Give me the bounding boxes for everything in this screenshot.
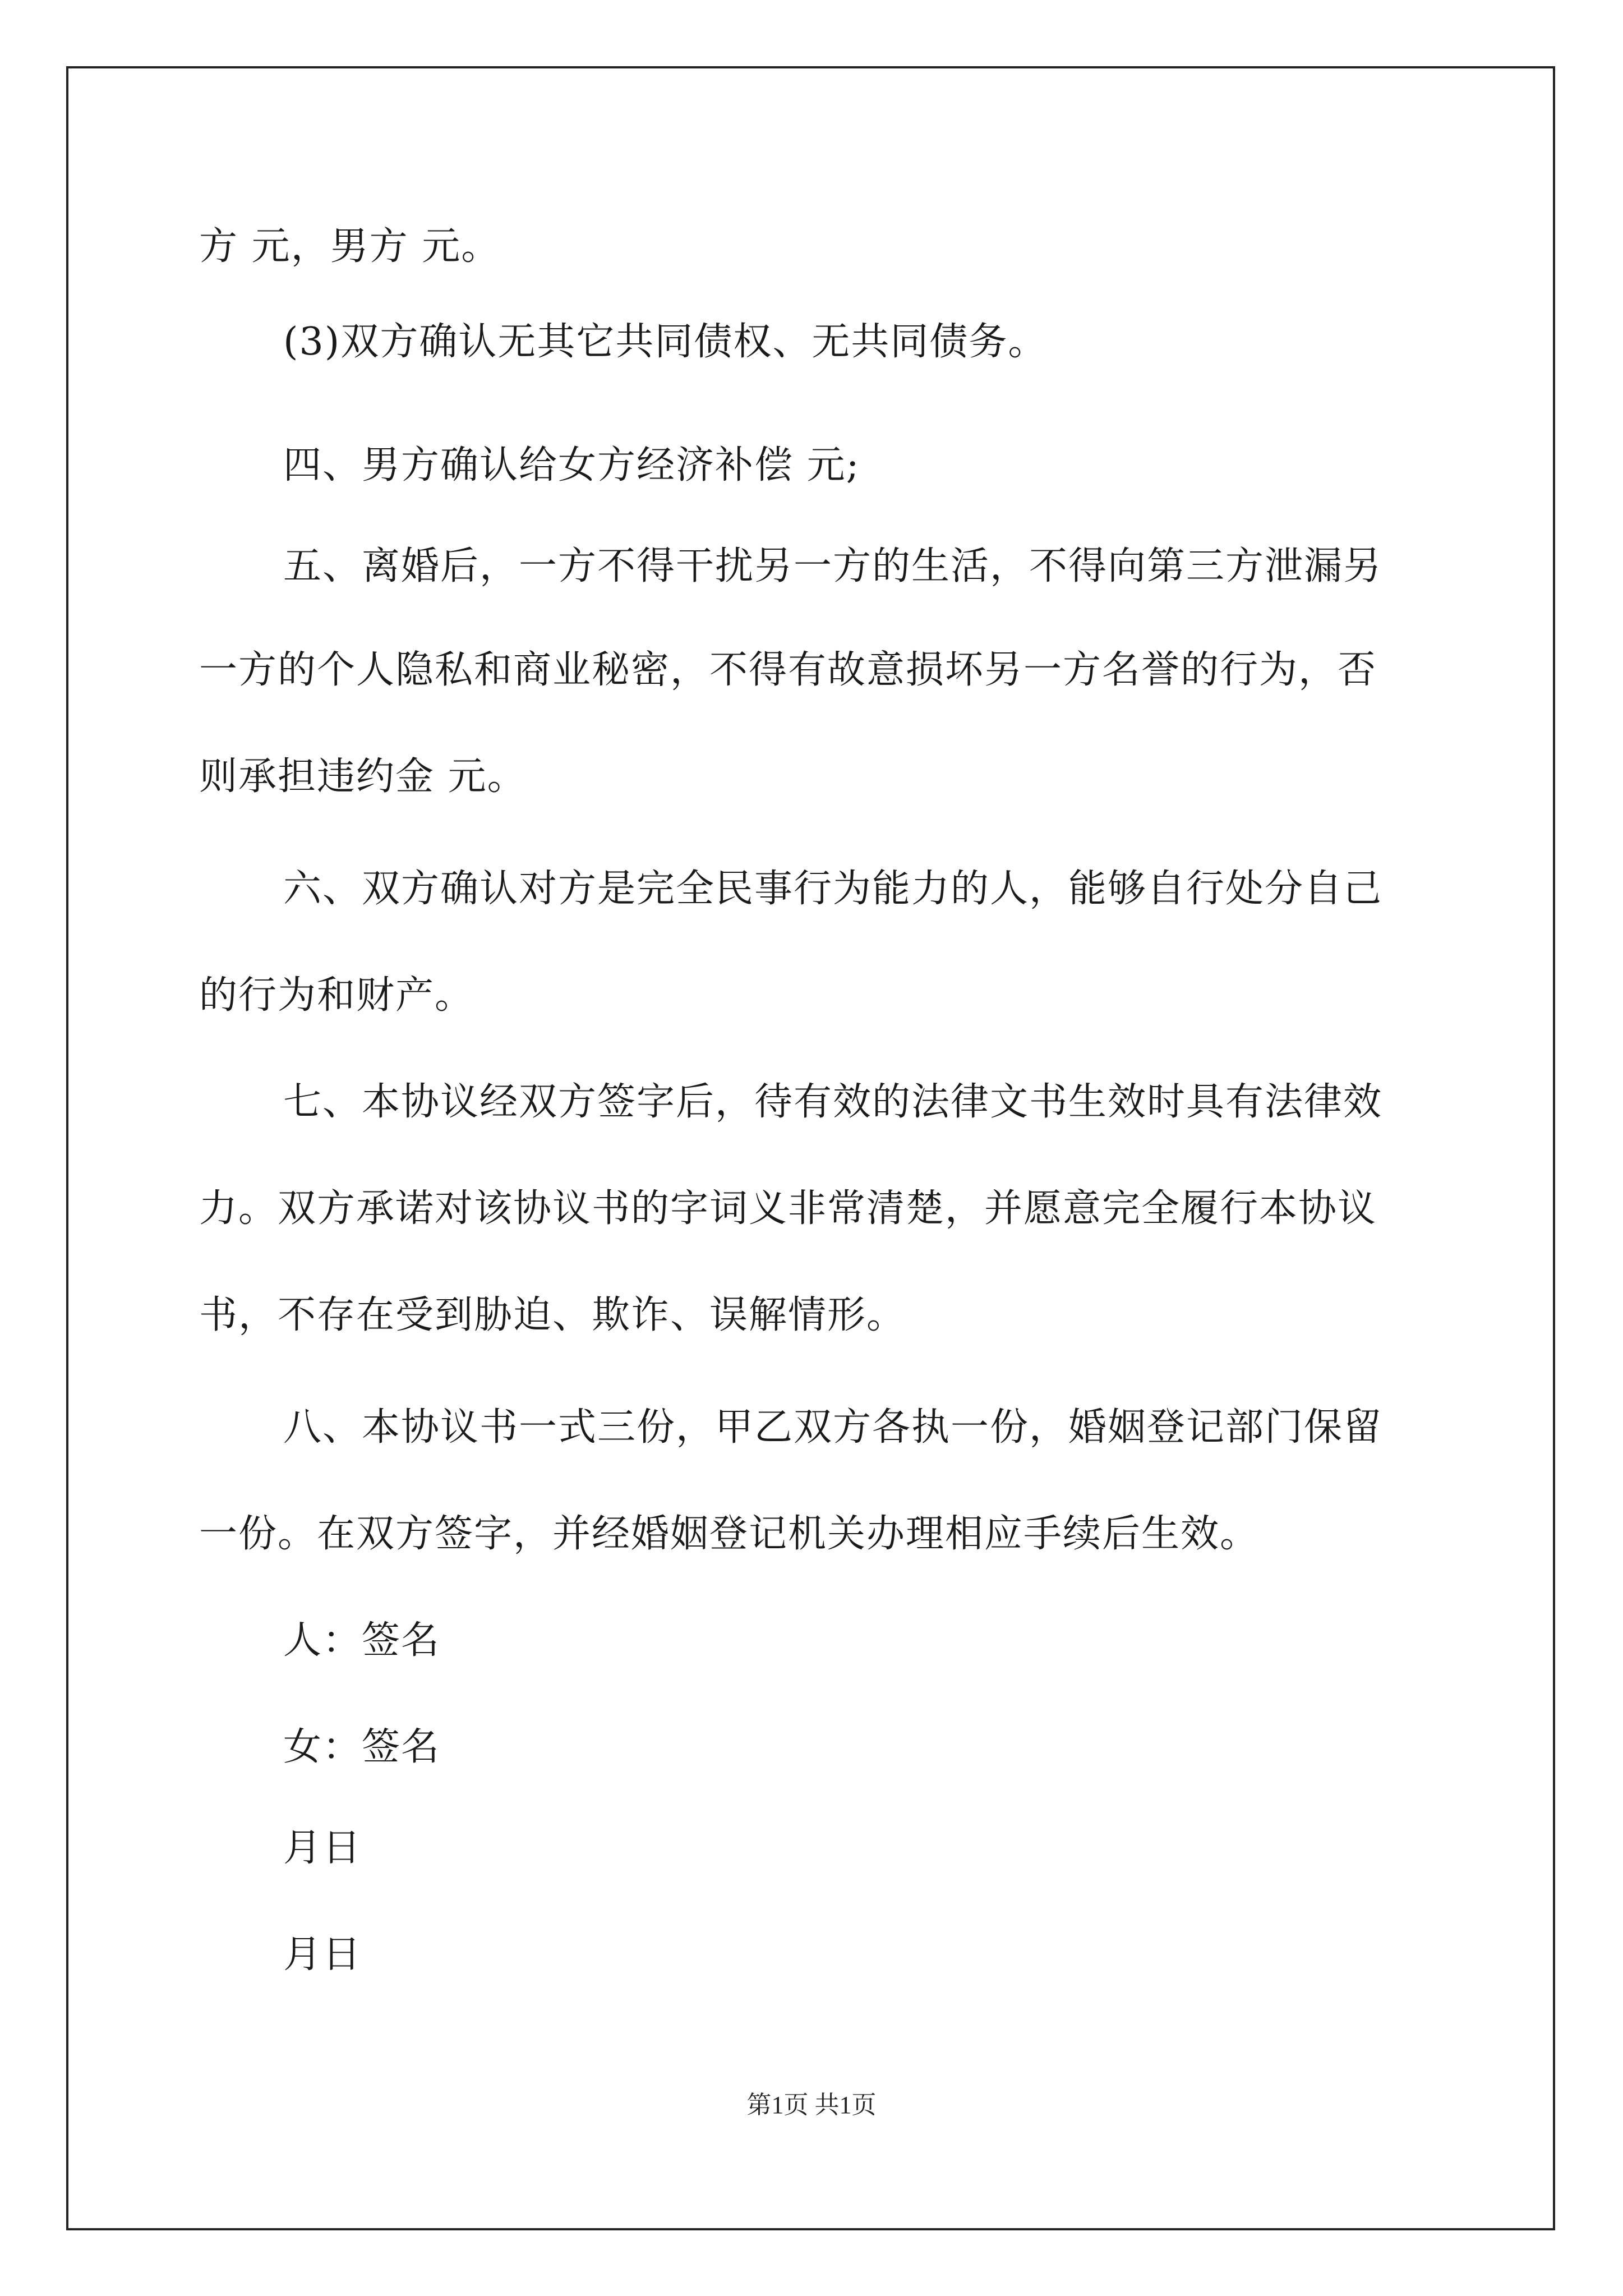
text-line: 则承担违约金 元。 <box>199 754 527 799</box>
signature-line-woman: 女：签名 <box>283 1725 441 1769</box>
text-line: 七、本协议经双方签字后，待有效的法律文书生效时具有法律效 <box>283 1080 1383 1124</box>
text-line: 五、离婚后，一方不得干扰另一方的生活，不得向第三方泄漏另 <box>283 544 1383 588</box>
text-line: 的行为和财产。 <box>199 973 474 1018</box>
text-line: 力。双方承诺对该协议书的字词义非常清楚，并愿意完全履行本协议 <box>199 1186 1377 1231</box>
text-line: 一份。在双方签字，并经婚姻登记机关办理相应手续后生效。 <box>199 1512 1260 1556</box>
text-line: 八、本协议书一式三份，甲乙双方各执一份，婚姻登记部门保留 <box>283 1405 1383 1450</box>
text-line: 方 元，男方 元。 <box>199 224 501 269</box>
text-line: 一方的个人隐私和商业秘密，不得有故意损坏另一方名誉的行为，否 <box>199 648 1377 692</box>
date-line: 月日 <box>283 1826 362 1870</box>
text-line: 四、男方确认给女方经济补偿 元; <box>283 443 860 487</box>
page-footer: 第1页 共1页 <box>746 2091 877 2119</box>
signature-line-man: 人：签名 <box>283 1618 441 1663</box>
page-border <box>66 66 1555 2230</box>
text-line: (3)双方确认无其它共同债权、无共同债务。 <box>283 320 1048 364</box>
text-line: 书，不存在受到胁迫、欺诈、误解情形。 <box>199 1293 906 1337</box>
date-line: 月日 <box>283 1932 362 1977</box>
text-line: 六、双方确认对方是完全民事行为能力的人，能够自行处分自己 <box>283 867 1383 911</box>
